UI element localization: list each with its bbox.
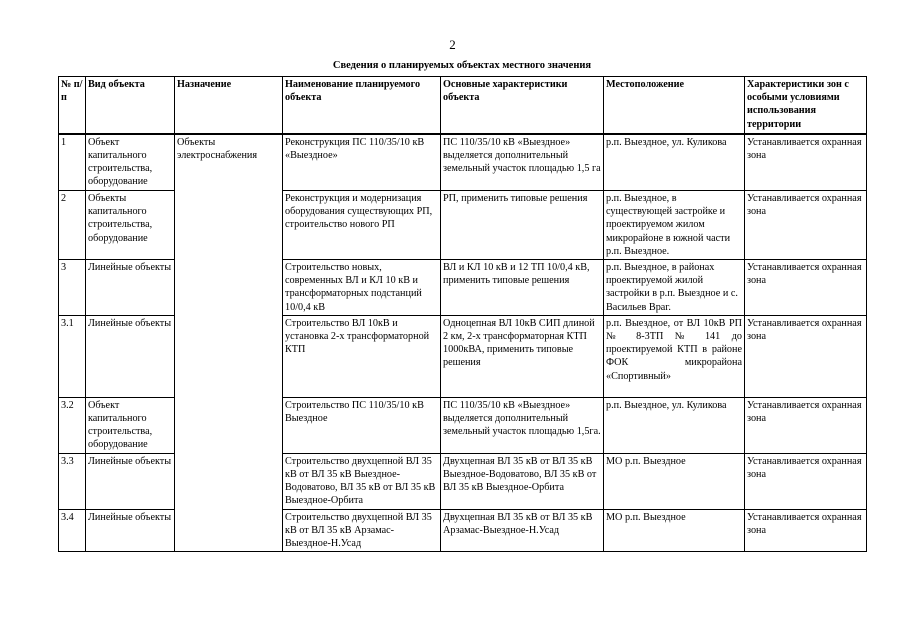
object-name-cell: Строительство двухцепной ВЛ 35 кВ от ВЛ 35 кВ Арзамас-Выездное-Н.Усад xyxy=(283,509,441,552)
row-number: 3.1 xyxy=(59,315,86,397)
object-type-cell: Линейные объекты xyxy=(86,315,175,397)
purpose-cell-empty xyxy=(175,453,283,509)
characteristics-cell: Одноцепная ВЛ 10кВ СИП длиной 2 км, 2-х трансформаторная КТП 1000кВА, применить типовые решения xyxy=(441,315,604,397)
zone-cell: Устанавливается охранная зона xyxy=(745,260,867,316)
characteristics-cell: РП, применить типовые решения xyxy=(441,191,604,260)
characteristics-cell: ПС 110/35/10 кВ «Выездное» выделяется дополнительный земельный участок площадью 1,5 га xyxy=(441,134,604,191)
characteristics-cell: Двухцепная ВЛ 35 кВ от ВЛ 35 кВ Выездное-Водоватово, ВЛ 35 кВ от ВЛ 35 кВ Выездное-Орбита xyxy=(441,453,604,509)
header-location: Местоположение xyxy=(604,77,745,134)
characteristics-cell: ПС 110/35/10 кВ «Выездное» выделяется дополнительный земельный участок площадью 1,5га. xyxy=(441,397,604,453)
object-type-cell: Линейные объекты xyxy=(86,453,175,509)
characteristics-cell: ВЛ и КЛ 10 кВ и 12 ТП 10/0,4 кВ, применить типовые решения xyxy=(441,260,604,316)
object-type-cell: Объект капитального строительства, оборудование xyxy=(86,397,175,453)
header-number: № п/п xyxy=(59,77,86,134)
header-zone-characteristics: Характеристики зон с особыми условиями использования территории xyxy=(745,77,867,134)
table-row xyxy=(59,134,867,191)
location-cell: р.п. Выездное, ул. Куликова xyxy=(604,134,745,191)
zone-cell: Устанавливается охранная зона xyxy=(745,315,867,397)
table-row xyxy=(59,191,867,260)
characteristics-cell: Двухцепная ВЛ 35 кВ от ВЛ 35 кВ Арзамас-Выездное-Н.Усад xyxy=(441,509,604,552)
header-characteristics: Основные характеристики объекта xyxy=(441,77,604,134)
document-title: Сведения о планируемых объектах местного значения xyxy=(332,60,592,71)
purpose-cell-empty xyxy=(175,315,283,397)
location-cell: р.п. Выездное, от ВЛ 10кВ РП № 8-3ТП № 141 до проектируемой КТП в районе ФОК микрорайона «Спортивный» xyxy=(604,315,745,397)
table-row xyxy=(59,509,867,552)
object-name-cell: Реконструкция и модернизация оборудования существующих РП, строительство нового РП xyxy=(283,191,441,260)
header-purpose: Назначение xyxy=(175,77,283,134)
row-number: 3.4 xyxy=(59,509,86,552)
object-name-cell: Реконструкция ПС 110/35/10 кВ «Выездное» xyxy=(283,134,441,191)
zone-cell: Устанавливается охранная зона xyxy=(745,509,867,552)
header-object-name: Наименование планируемого объекта xyxy=(283,77,441,134)
purpose-cell-empty xyxy=(175,260,283,316)
table-row xyxy=(59,453,867,509)
object-name-cell: Строительство ПС 110/35/10 кВ Выездное xyxy=(283,397,441,453)
object-type-cell: Линейные объекты xyxy=(86,260,175,316)
location-cell: р.п. Выездное, ул. Куликова xyxy=(604,397,745,453)
table-row xyxy=(59,315,867,397)
zone-cell: Устанавливается охранная зона xyxy=(745,397,867,453)
location-cell: МО р.п. Выездное xyxy=(604,509,745,552)
page-number: 2 xyxy=(449,37,456,52)
purpose-cell-empty xyxy=(175,191,283,260)
object-name-cell: Строительство новых, современных ВЛ и КЛ 10 кВ и трансформаторных подстанций 10/0,4 кВ xyxy=(283,260,441,316)
row-number: 3.3 xyxy=(59,453,86,509)
purpose-cell: Объекты электроснабжения xyxy=(175,134,283,191)
location-cell: р.п. Выездное, в районах проектируемой жилой застройки в р.п. Выездное и с. Васильев Враг. xyxy=(604,260,745,316)
table-row xyxy=(59,397,867,453)
row-number: 1 xyxy=(59,134,86,191)
object-name-cell: Строительство ВЛ 10кВ и установка 2-х трансформаторной КТП xyxy=(283,315,441,397)
zone-cell: Устанавливается охранная зона xyxy=(745,191,867,260)
header-object-type: Вид объекта xyxy=(86,77,175,134)
object-name-cell: Строительство двухцепной ВЛ 35 кВ от ВЛ 35 кВ Выездное-Водоватово, ВЛ 35 кВ от ВЛ 35 кВ Выездное-Орбита xyxy=(283,453,441,509)
location-cell: р.п. Выездное, в существующей застройке и проектируемом жилом микрорайоне в южной части р.п. Выездное. xyxy=(604,191,745,260)
row-number: 3.2 xyxy=(59,397,86,453)
row-number: 2 xyxy=(59,191,86,260)
zone-cell: Устанавливается охранная зона xyxy=(745,134,867,191)
object-type-cell: Объекты капитального строительства, оборудование xyxy=(86,191,175,260)
table-row xyxy=(59,260,867,316)
location-cell: МО р.п. Выездное xyxy=(604,453,745,509)
purpose-cell-empty xyxy=(175,397,283,453)
object-type-cell: Объект капитального строительства, оборудование xyxy=(86,134,175,191)
planned-objects-table xyxy=(58,76,867,552)
table-header-row xyxy=(59,77,867,134)
row-number: 3 xyxy=(59,260,86,316)
object-type-cell: Линейные объекты xyxy=(86,509,175,552)
purpose-cell-empty xyxy=(175,509,283,552)
zone-cell: Устанавливается охранная зона xyxy=(745,453,867,509)
